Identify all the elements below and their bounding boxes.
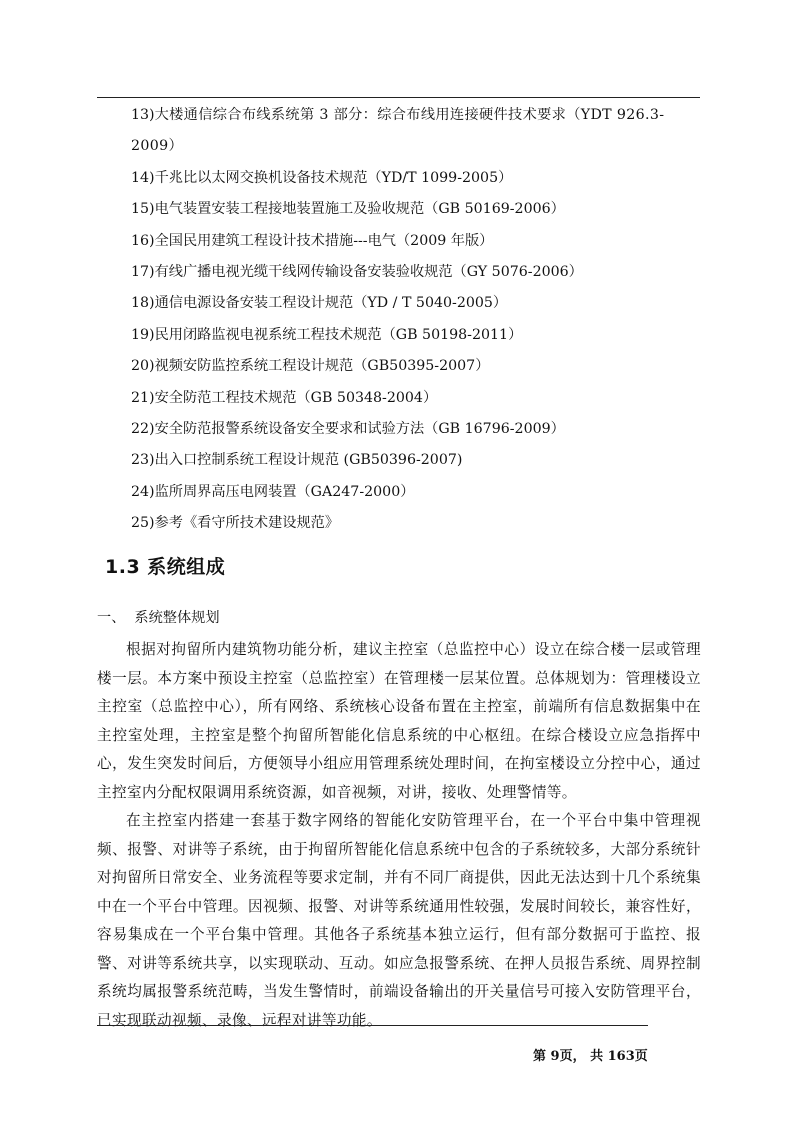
footer-rule <box>97 1025 648 1026</box>
page-number: 第 9页， 共 163页 <box>533 1049 648 1064</box>
subsection-heading <box>97 607 220 627</box>
reference-item <box>131 383 706 414</box>
reference-text: 参考《看守所技术建设规范》 <box>154 515 340 532</box>
reference-text: 安全防范报警系统设备安全要求和试验方法（GB 16796-2009） <box>154 421 565 438</box>
reference-number: 18) <box>131 295 155 312</box>
section-title: 1.3 系统组成 <box>105 556 226 578</box>
reference-number: 17) <box>131 264 155 281</box>
reference-text: 视频安防监控系统工程设计规范（GB50395-2007） <box>154 358 490 375</box>
reference-text: 安全防范工程技术规范（GB 50348-2004） <box>154 389 438 406</box>
reference-list <box>131 100 706 540</box>
body-paragraph: 根据对拘留所内建筑物功能分析，建议主控室（总监控中心）设立在综合楼一层或管理楼一层。本方案中预设主控室（总监控室）在管理楼一层某位置。总体规划为：管理楼设立主控室（总监控中心），所有网络、系统核心设备布置在主控室，前端所有信息数据集中在主控室处理，主控室是整个拘留所智能化信息系统的中心枢纽。在综合楼设立应急指挥中心，发生突发时间后，方便领导小组应用管理系统处理时间，在拘室楼设立分控中心，通过主控室内分配权限调用系统资源，如音视频，对讲，接收、处理警情等。 <box>97 641 701 801</box>
subsection-number: 一、 <box>97 610 126 626</box>
reference-number: 14) <box>131 169 155 186</box>
reference-item <box>131 351 706 382</box>
reference-number: 25) <box>131 515 155 532</box>
reference-text: 通信电源设备安装工程设计规范（YD / T 5040-2005） <box>154 295 508 312</box>
body-text <box>97 636 701 1035</box>
header-rule <box>97 97 700 98</box>
subsection-text: 系统整体规划 <box>134 610 220 626</box>
reference-number: 24) <box>131 483 155 500</box>
reference-text: 千兆比以太网交换机设备技术规范（YD/T 1099-2005） <box>154 169 513 186</box>
reference-item <box>131 288 706 319</box>
reference-number: 19) <box>131 326 155 343</box>
reference-text: 民用闭路监视电视系统工程技术规范（GB 50198-2011） <box>154 326 523 343</box>
reference-text: 全国民用建筑工程设计技术措施---电气（2009 年版） <box>154 232 494 249</box>
reference-number: 15) <box>131 201 155 218</box>
reference-item <box>131 320 706 351</box>
reference-number: 21) <box>131 389 155 406</box>
body-paragraph: 在主控室内搭建一套基于数字网络的智能化安防管理平台，在一个平台中集中管理视频、报警、对讲等子系统，由于拘留所智能化信息系统中包含的子系统较多，大部分系统针对拘留所日常安全、业务流程等要求定制，并有不同厂商提供，因此无法达到十几个系统集中在一个平台中管理。因视频、报警、对讲等系统通用性较强，发展时间较长，兼容性好，容易集成在一个平台集中管理。其他各子系统基本独立运行，但有部分数据可于监控、报警、对讲等系统共享，以实现联动、互动。如应急报警系统、在押人员报告系统、周界控制系统均属报警系统范畴，当发生警情时，前端设备输出的开关量信号可接入安防管理平台，已实现联动视频、录像、远程对讲等功能。 <box>97 812 701 1029</box>
reference-item <box>131 445 706 476</box>
reference-number: 23) <box>131 452 155 469</box>
reference-item <box>131 414 706 445</box>
reference-item <box>131 100 706 163</box>
reference-item <box>131 163 706 194</box>
reference-number: 16) <box>131 232 155 249</box>
reference-number: 13) <box>131 107 155 123</box>
reference-text: 出入口控制系统工程设计规范 (GB50396-2007) <box>154 452 463 469</box>
reference-item <box>131 257 706 288</box>
reference-item <box>131 477 706 508</box>
reference-number: 20) <box>131 358 155 375</box>
reference-item <box>131 226 706 257</box>
reference-item <box>131 194 706 225</box>
reference-text: 有线广播电视光缆干线网传输设备安装验收规范（GY 5076-2006） <box>154 264 583 281</box>
reference-item <box>131 508 706 539</box>
reference-text: 监所周界高压电网装置（GA247-2000） <box>154 483 415 500</box>
reference-number: 22) <box>131 421 155 438</box>
reference-text: 大楼通信综合布线系统第 3 部分：综合布线用连接硬件技术要求（YDT 926.3-2009） <box>131 107 665 155</box>
reference-text: 电气装置安装工程接地装置施工及验收规范（GB 50169-2006） <box>154 201 565 218</box>
